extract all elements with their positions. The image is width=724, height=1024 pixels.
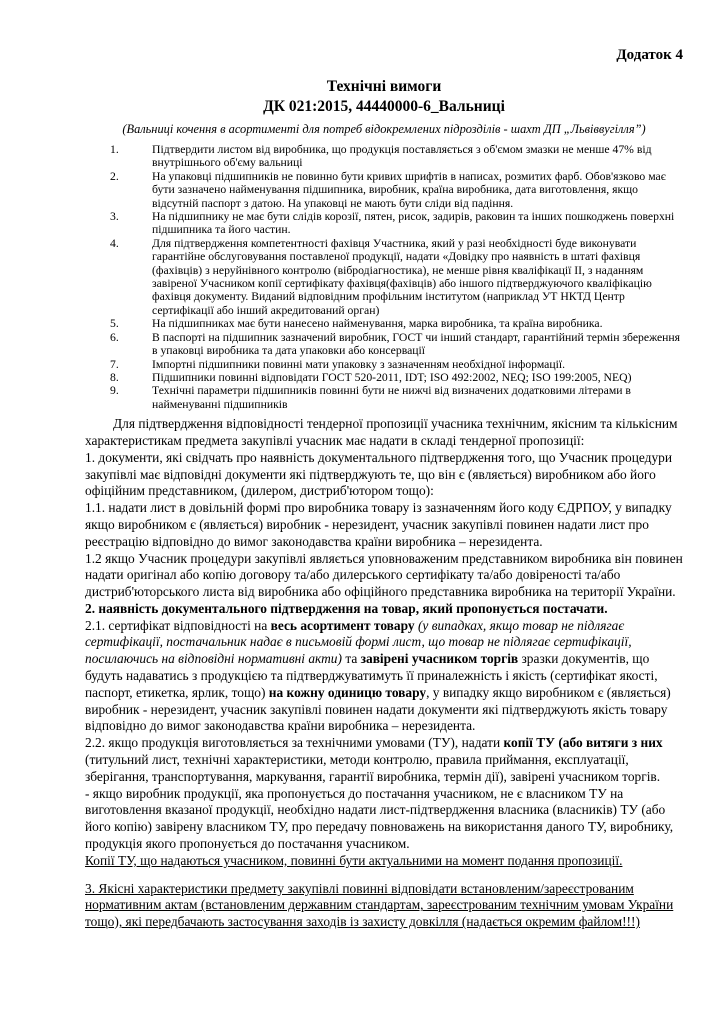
list-item: Підшипники повинні відповідати ГОСТ 520-2011, IDT; ISO 492:2002, NEQ; ISO 199:2005, NEQ)	[152, 370, 632, 384]
text-run: Для підтвердження відповідності тендерної пропозиції учасника технічним, якісним та кількісним характеристикам предмета закупівлі учасник має надати в складі тендерної пропозиції:	[85, 416, 678, 448]
clause-dash	[85, 786, 683, 853]
text-run: (у випадках, якщо товар не підлягає сертифікації, постачальник надає в письмовій формі лист, що товар не підлягає сертифікації, посилаючись на відповідні нормативні акти)	[85, 617, 632, 667]
text-run: завірені учасником торгів	[360, 651, 522, 667]
text-run: копії ТУ (або витяги з них	[503, 735, 663, 751]
text-run: весь асортимент товару	[270, 617, 418, 633]
list-item: Для підтвердження компетентності фахівця Участника, який у разі необхідності буде виконувати гарантійне обслуговування поставленої продукції, надати «Довідку про наявність в штаті фахівця (фахівців) з неруйнівного контролю (вібродіагностика), не менше рівня кваліфікації II, з наданням завіреної Учасником копії сертифікату фахівця(фахівців) або іншого підтверджуючого кваліфікацію фахівця документу. Виданий відповідним профільним інститутом (наприклад УТ НКТД Центр сертифікації або інший акредитований орган)	[152, 236, 652, 317]
text-run: , у випадку якщо виробником є (являється) виробник - нерезидент, учасник закупівлі повинен надати документи які підтверджують якість товару відповідно до вимог законодавства країни виробника – нерезидента.	[85, 684, 671, 734]
text-run: 2.1. сертифікат відповідності на	[85, 617, 271, 633]
clause-2-2	[85, 735, 683, 785]
text-run: 1. документи, які свідчать про наявність документального підтвердження того, що Учасник процедури закупівлі має відповідні документи які підтверджують те, що він є (являється) виробником або його офіційним представником, (дилером, дистриб'ютором тощо):	[85, 449, 673, 499]
document-code: ДК 021:2015, 44440000-6_Вальниці	[263, 98, 505, 115]
clause-tu-copies	[85, 853, 683, 870]
text-run: та	[341, 651, 361, 667]
text-run: - якщо виробник продукції, яка пропонується до постачання учасником, не є власником ТУ на виготовлення вказаної продукції, необхідно надати лист-підтвердження власника (власників) ТУ (або його копію) завірену власником ТУ, про передачу повноважень на використання даного ТУ, виробнику, продукція якого пропонується до постачання учасником.	[85, 785, 674, 852]
list-item: На упаковці підшипників не повинно бути кривих шрифтів в написах, розмитих фарб. Обов'язково має бути зазначено найменування підшипника, виробник, країна виробника, дата виготовлення, якщо відсутній паспорт з датою. На упаковці не мають бути сліди від падіння.	[152, 169, 666, 210]
clause-2	[85, 601, 683, 618]
document-title: Технічні вимоги	[326, 78, 442, 95]
list-item: На підшипниках має бути нанесено найменування, марка виробника, та країна виробника.	[152, 317, 603, 331]
list-item: Підтвердити листом від виробника, що продукція поставляється з об'ємом змазки не менше 47% від внутрішнього об'єму вальниці	[152, 143, 652, 170]
text-run: на кожну одиницю товару	[268, 684, 427, 700]
clause-1-1	[85, 500, 683, 550]
text-run: 3. Якісні характеристики предмету закупівлі повинні відповідати встановленим/зареєстрованим нормативним актам (встановленим державним стандартам, зареєстрованим технічним умовам України тощо), які передбачають застосування заходів із захисту довкілля (надається окремим файлом!!!)	[85, 880, 674, 930]
text-run: 1.1. надати лист в довільній формі про виробника товару із зазначенням його коду ЄДРПОУ, у випадку якщо виробником є (являється) виробник - нерезидент, учасник закупівлі повинен надати лист про реєстрацію відповідно до вимог законодавства країни виробника – нерезидента.	[85, 500, 672, 549]
text-run: (титульний лист, технічні характеристики, методи контролю, правила приймання, експлуатації, зберігання, транспортування, маркування, гарантії виробника, термін дії), завірені учасником торгів.	[85, 752, 661, 784]
text-run: 1.2 якщо Учасник процедури закупівлі являється уповноваженим представником виробника він повинен надати оригінал або копію договору та/або дилерського сертифікату та/або довіреності та/або дистриб'юторського листа від виробника або офіційного представника виробника на території України.	[85, 550, 683, 600]
text-run: зразки документів, що будуть надаватись з продукцією та підтверджуватимуть її приналежність і якість (сертифікат якості, паспорт, етикетка, ярлик, тощо)	[85, 651, 658, 700]
clause-3	[85, 881, 683, 931]
text-run: Копії ТУ, що надаються учасником, повинні бути актуальними на момент подання пропозиції.	[85, 852, 623, 868]
list-item: Імпортні підшипники повинні мати упаковку з зазначенням необхідної інформації.	[152, 357, 566, 371]
list-item: Технічні параметри підшипників повинні бути не нижчі від визначених додатковими літерами в найменуванні підшипників	[152, 384, 631, 411]
list-item: На підшипнику не має бути слідів корозії, пятен, рисок, задирів, раковин та інших пошкоджень поверхні підшипника та його частин.	[152, 210, 675, 237]
clause-1	[85, 450, 683, 500]
intro-paragraph	[85, 416, 683, 450]
clause-1-2	[85, 551, 683, 601]
document-body	[85, 416, 683, 931]
clause-2-1	[85, 618, 683, 736]
text-run: 2. наявність документального підтвердження на товар, який пропонується постачати.	[85, 600, 608, 616]
requirements-list	[85, 143, 683, 411]
document-note: (Вальниці кочення в асортименті для потреб відокремлених підрозділів - шахт ДП „Львіввугілля”)	[122, 122, 646, 136]
annex-label: Додаток 4	[616, 47, 683, 63]
text-run: 2.2. якщо продукція виготовляється за технічними умовами (ТУ), надати	[85, 735, 504, 751]
list-item: В паспорті на підшипник зазначений виробник, ГОСТ чи інший стандарт, гарантійний термін збереження в упаковці виробника та дата упаковки або консервації	[152, 330, 681, 358]
